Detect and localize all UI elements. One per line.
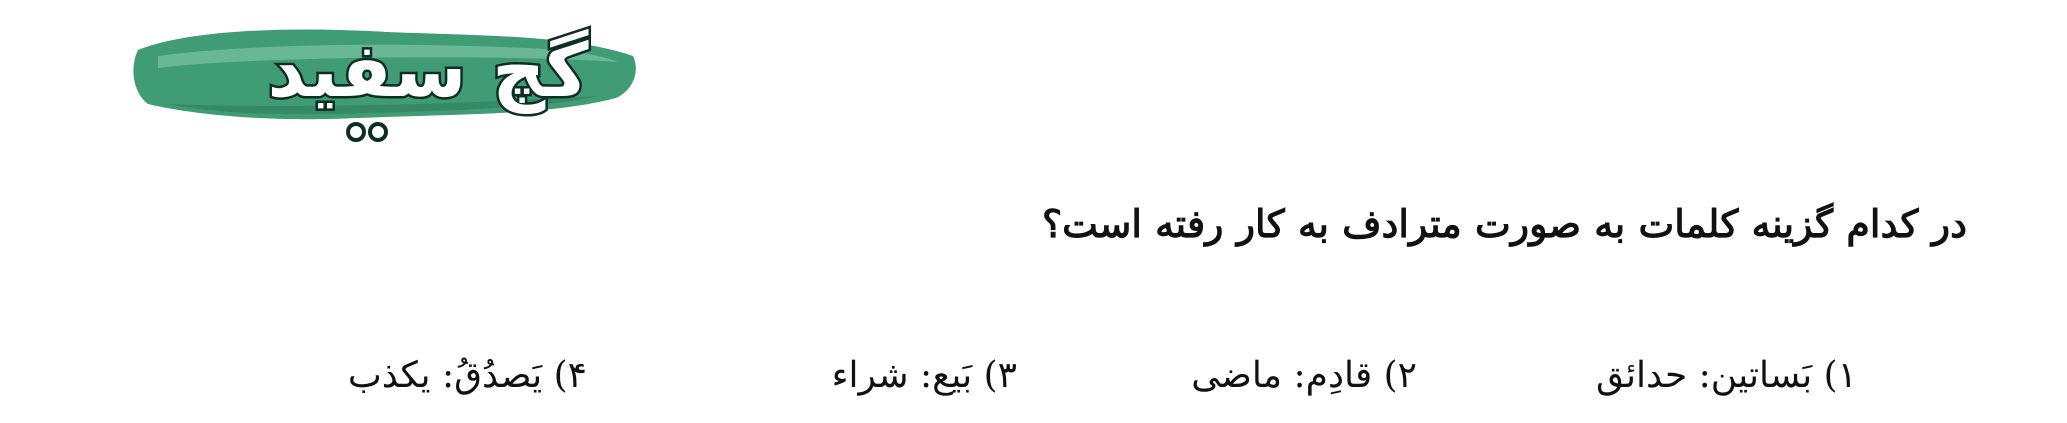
options-row (0, 350, 2067, 410)
question-text: در کدام گزینه کلمات به صورت مترادف به کار رفته است؟ (1042, 201, 1967, 246)
brand-logo (128, 12, 648, 144)
option-2[interactable]: ۲) قادِم: ماضی (1191, 355, 1417, 396)
logo-dot (370, 124, 386, 140)
logo-dot (348, 124, 364, 140)
option-1[interactable]: ۱) بَساتین: حدائق (1596, 355, 1857, 396)
logo-lettering: گچ سفید (267, 28, 589, 114)
option-4[interactable]: ۴) یَصدُقُ: یکذب (347, 355, 587, 396)
option-3[interactable]: ۳) بَیع: شراء (831, 355, 1017, 396)
